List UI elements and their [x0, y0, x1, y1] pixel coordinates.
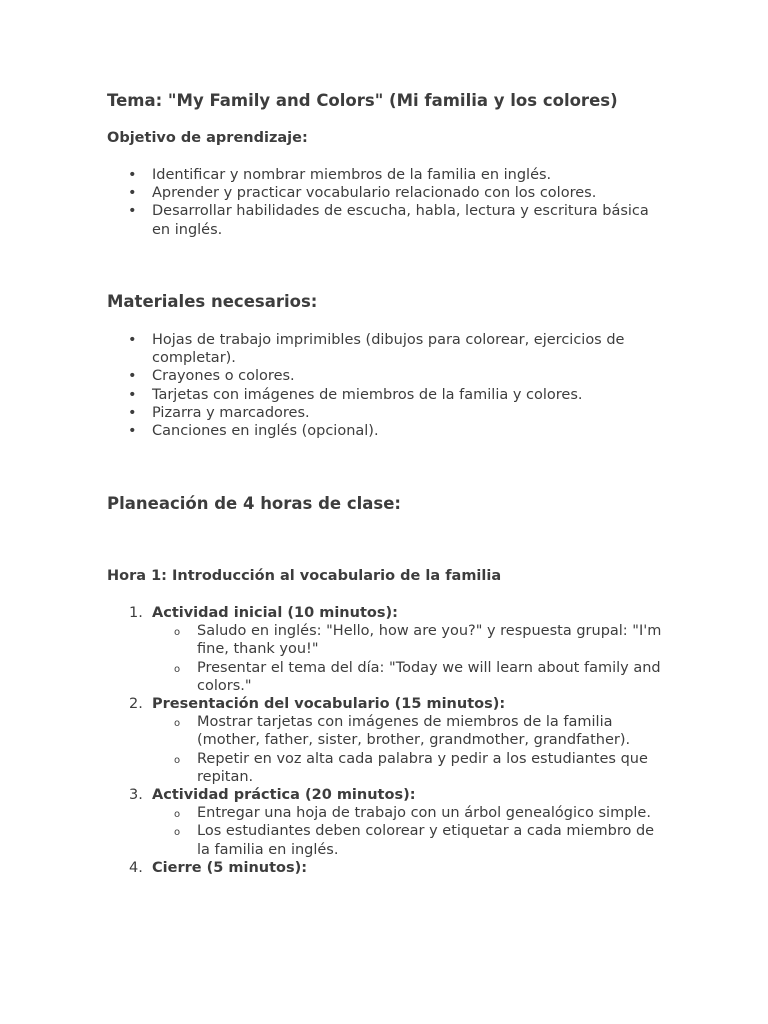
step-item	[107, 859, 667, 877]
sub-list	[107, 622, 667, 695]
sub-list-item: o Saludo en inglés: "Hello, how are you?" y respuesta grupal: "I'm fine, thank you!"	[152, 622, 667, 658]
sub-list-item: o Mostrar tarjetas con imágenes de miembros de la familia (mother, father, sister, brother, grandmother, grandfather).	[152, 713, 667, 749]
materials-list	[107, 331, 667, 440]
objective-list	[107, 166, 667, 239]
step-title: Cierre (5 minutos):	[152, 859, 308, 876]
objective-heading: Objetivo de aprendizaje:	[107, 130, 308, 146]
list-item: • Aprender y practicar vocabulario relacionado con los colores.	[107, 184, 667, 202]
step-title: Actividad inicial (10 minutos):	[152, 605, 398, 621]
sub-list-item: o Repetir en voz alta cada palabra y pedir a los estudiantes que repitan.	[152, 750, 667, 786]
sub-list	[107, 713, 667, 786]
step-number: 2.	[129, 696, 143, 713]
step-number: 1.	[129, 605, 143, 621]
step-item	[107, 786, 667, 859]
step-item	[107, 604, 667, 695]
document-title: Tema: "My Family and Colors" (Mi familia y los colores)	[107, 91, 618, 110]
hour1-steps	[107, 604, 667, 877]
step-number: 4.	[129, 859, 143, 876]
list-item: • Crayones o colores.	[107, 367, 667, 385]
sub-list-item: o Los estudiantes deben colorear y etiquetar a cada miembro de la familia en inglés.	[152, 822, 667, 858]
list-item: • Hojas de trabajo imprimibles (dibujos para colorear, ejercicios de completar).	[107, 331, 667, 367]
sub-list	[107, 804, 667, 859]
list-item: • Identificar y nombrar miembros de la familia en inglés.	[107, 166, 667, 184]
list-item: • Pizarra y marcadores.	[107, 404, 667, 422]
planning-heading: Planeación de 4 horas de clase:	[107, 494, 402, 513]
list-item: • Desarrollar habilidades de escucha, habla, lectura y escritura básica en inglés.	[107, 202, 667, 238]
list-item: • Canciones en inglés (opcional).	[107, 422, 667, 440]
hour1-heading: Hora 1: Introducción al vocabulario de la familia	[107, 568, 502, 584]
materials-heading: Materiales necesarios:	[107, 292, 318, 311]
step-title: Presentación del vocabulario (15 minutos):	[152, 696, 506, 713]
step-item	[107, 695, 667, 786]
step-number: 3.	[129, 787, 143, 804]
step-title: Actividad práctica (20 minutos):	[152, 787, 416, 804]
sub-list-item: o Entregar una hoja de trabajo con un árbol genealógico simple.	[152, 804, 667, 822]
sub-list-item: o Presentar el tema del día: "Today we will learn about family and colors."	[152, 659, 667, 695]
list-item: • Tarjetas con imágenes de miembros de la familia y colores.	[107, 386, 667, 404]
